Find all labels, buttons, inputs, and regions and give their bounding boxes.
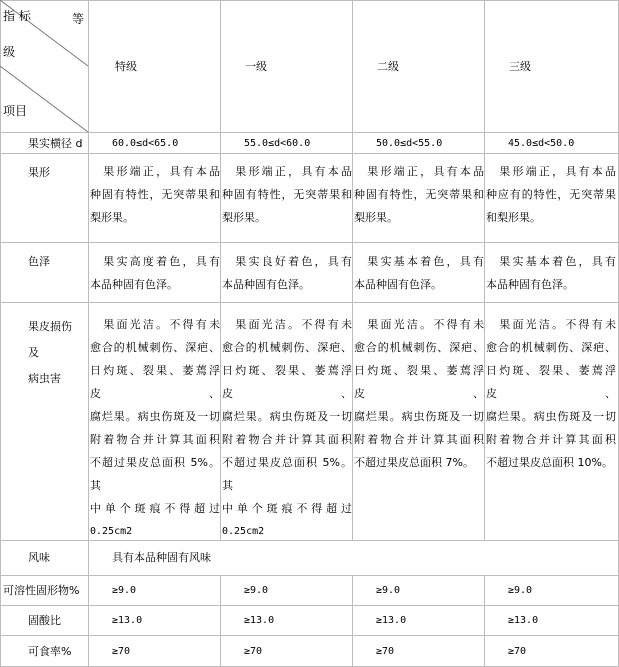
diameter-first: 55.0≤d<60.0 xyxy=(244,138,311,149)
grade-special: 特级 xyxy=(115,60,137,73)
header-grade-top: 等 xyxy=(72,12,85,26)
damage-first: 果面光洁。不得有未 愈合的机械刺伤、深疤、 日灼斑、裂果、萎蔫浮皮、 腐烂果。病虫伤斑及一切 附着物合并计算其面积 不超过果皮总面积 5%。其 中单个斑痕不得超过 0.25cm2 xyxy=(222,318,352,537)
row-label-edible: 可食率% xyxy=(28,645,72,658)
acid-second: ≥13.0 xyxy=(376,615,407,626)
header-item: 项目 xyxy=(3,104,28,118)
diameter-third: 45.0≤d<50.0 xyxy=(508,138,575,149)
color-special: 果实高度着色，具有 本品种固有色泽。 xyxy=(90,255,220,291)
grade-third: 三级 xyxy=(509,60,531,73)
row-label-color: 色泽 xyxy=(28,255,50,268)
diameter-second: 50.0≤d<55.0 xyxy=(376,138,443,149)
grade-first: 一级 xyxy=(245,60,267,73)
solids-third: ≥9.0 xyxy=(508,585,533,596)
row-label-acid: 固酸比 xyxy=(28,614,61,627)
grade-second: 二级 xyxy=(377,60,399,73)
solids-first: ≥9.0 xyxy=(244,585,269,596)
row-label-damage-1: 果皮损伤 xyxy=(28,320,72,333)
edible-first: ≥70 xyxy=(244,646,263,657)
solids-special: ≥9.0 xyxy=(112,585,137,596)
damage-third: 果面光洁。不得有未 愈合的机械刺伤、深疤、 日灼斑、裂果、萎蔫浮皮、 腐烂果。病虫伤斑及一切 附着物合并计算其面积 不超过果皮总面积 10%。 xyxy=(486,318,616,469)
edible-second: ≥70 xyxy=(376,646,395,657)
color-second: 果实基本着色，具有 本品种固有色泽。 xyxy=(354,255,484,291)
acid-third: ≥13.0 xyxy=(508,615,539,626)
row-label-flavor: 风味 xyxy=(28,551,50,564)
diameter-special: 60.0≤d<65.0 xyxy=(112,138,179,149)
shape-second: 果形端正，具有本品 种固有特性，无突蒂果和 梨形果。 xyxy=(354,165,484,224)
acid-special: ≥13.0 xyxy=(112,615,143,626)
damage-second: 果面光洁。不得有未 愈合的机械刺伤、深疤、 日灼斑、裂果、萎蔫浮皮、 腐烂果。病虫伤斑及一切 附着物合并计算其面积 不超过果皮总面积 7%。 xyxy=(354,318,484,469)
acid-first: ≥13.0 xyxy=(244,615,275,626)
color-first: 果实良好着色，具有 本品种固有色泽。 xyxy=(222,255,352,291)
row-label-solids: 可溶性固形物% xyxy=(3,584,80,597)
edible-third: ≥70 xyxy=(508,646,527,657)
row-label-shape: 果形 xyxy=(28,166,50,179)
header-grade-bottom: 级 xyxy=(3,45,16,59)
shape-third: 果形端正，具有本品 种应有的特性，无突蒂果 和梨形果。 xyxy=(486,165,616,224)
header-indicator: 指 标 xyxy=(3,9,31,23)
row-label-damage-2: 及 xyxy=(28,346,39,359)
row-label-damage-3: 病虫害 xyxy=(28,372,61,385)
edible-special: ≥70 xyxy=(112,646,131,657)
damage-special: 果面光洁。不得有未 愈合的机械刺伤、深疤、 日灼斑、裂果、萎蔫浮皮、 腐烂果。病虫伤斑及一切 附着物合并计算其面积 不超过果皮总面积 5%。其 中单个斑痕不得超过 0.25cm2 xyxy=(90,318,220,537)
shape-first: 果形端正，具有本品 种固有特性，无突蒂果和 梨形果。 xyxy=(222,165,352,224)
color-third: 果实基本着色，具有 本品种固有色泽。 xyxy=(486,255,616,291)
shape-special: 果形端正，具有本品 种固有特性，无突蒂果和 梨形果。 xyxy=(90,165,220,224)
solids-second: ≥9.0 xyxy=(376,585,401,596)
flavor-value: 具有本品种固有风味 xyxy=(112,551,211,564)
row-label-diameter: 果实横径 d xyxy=(28,137,83,150)
